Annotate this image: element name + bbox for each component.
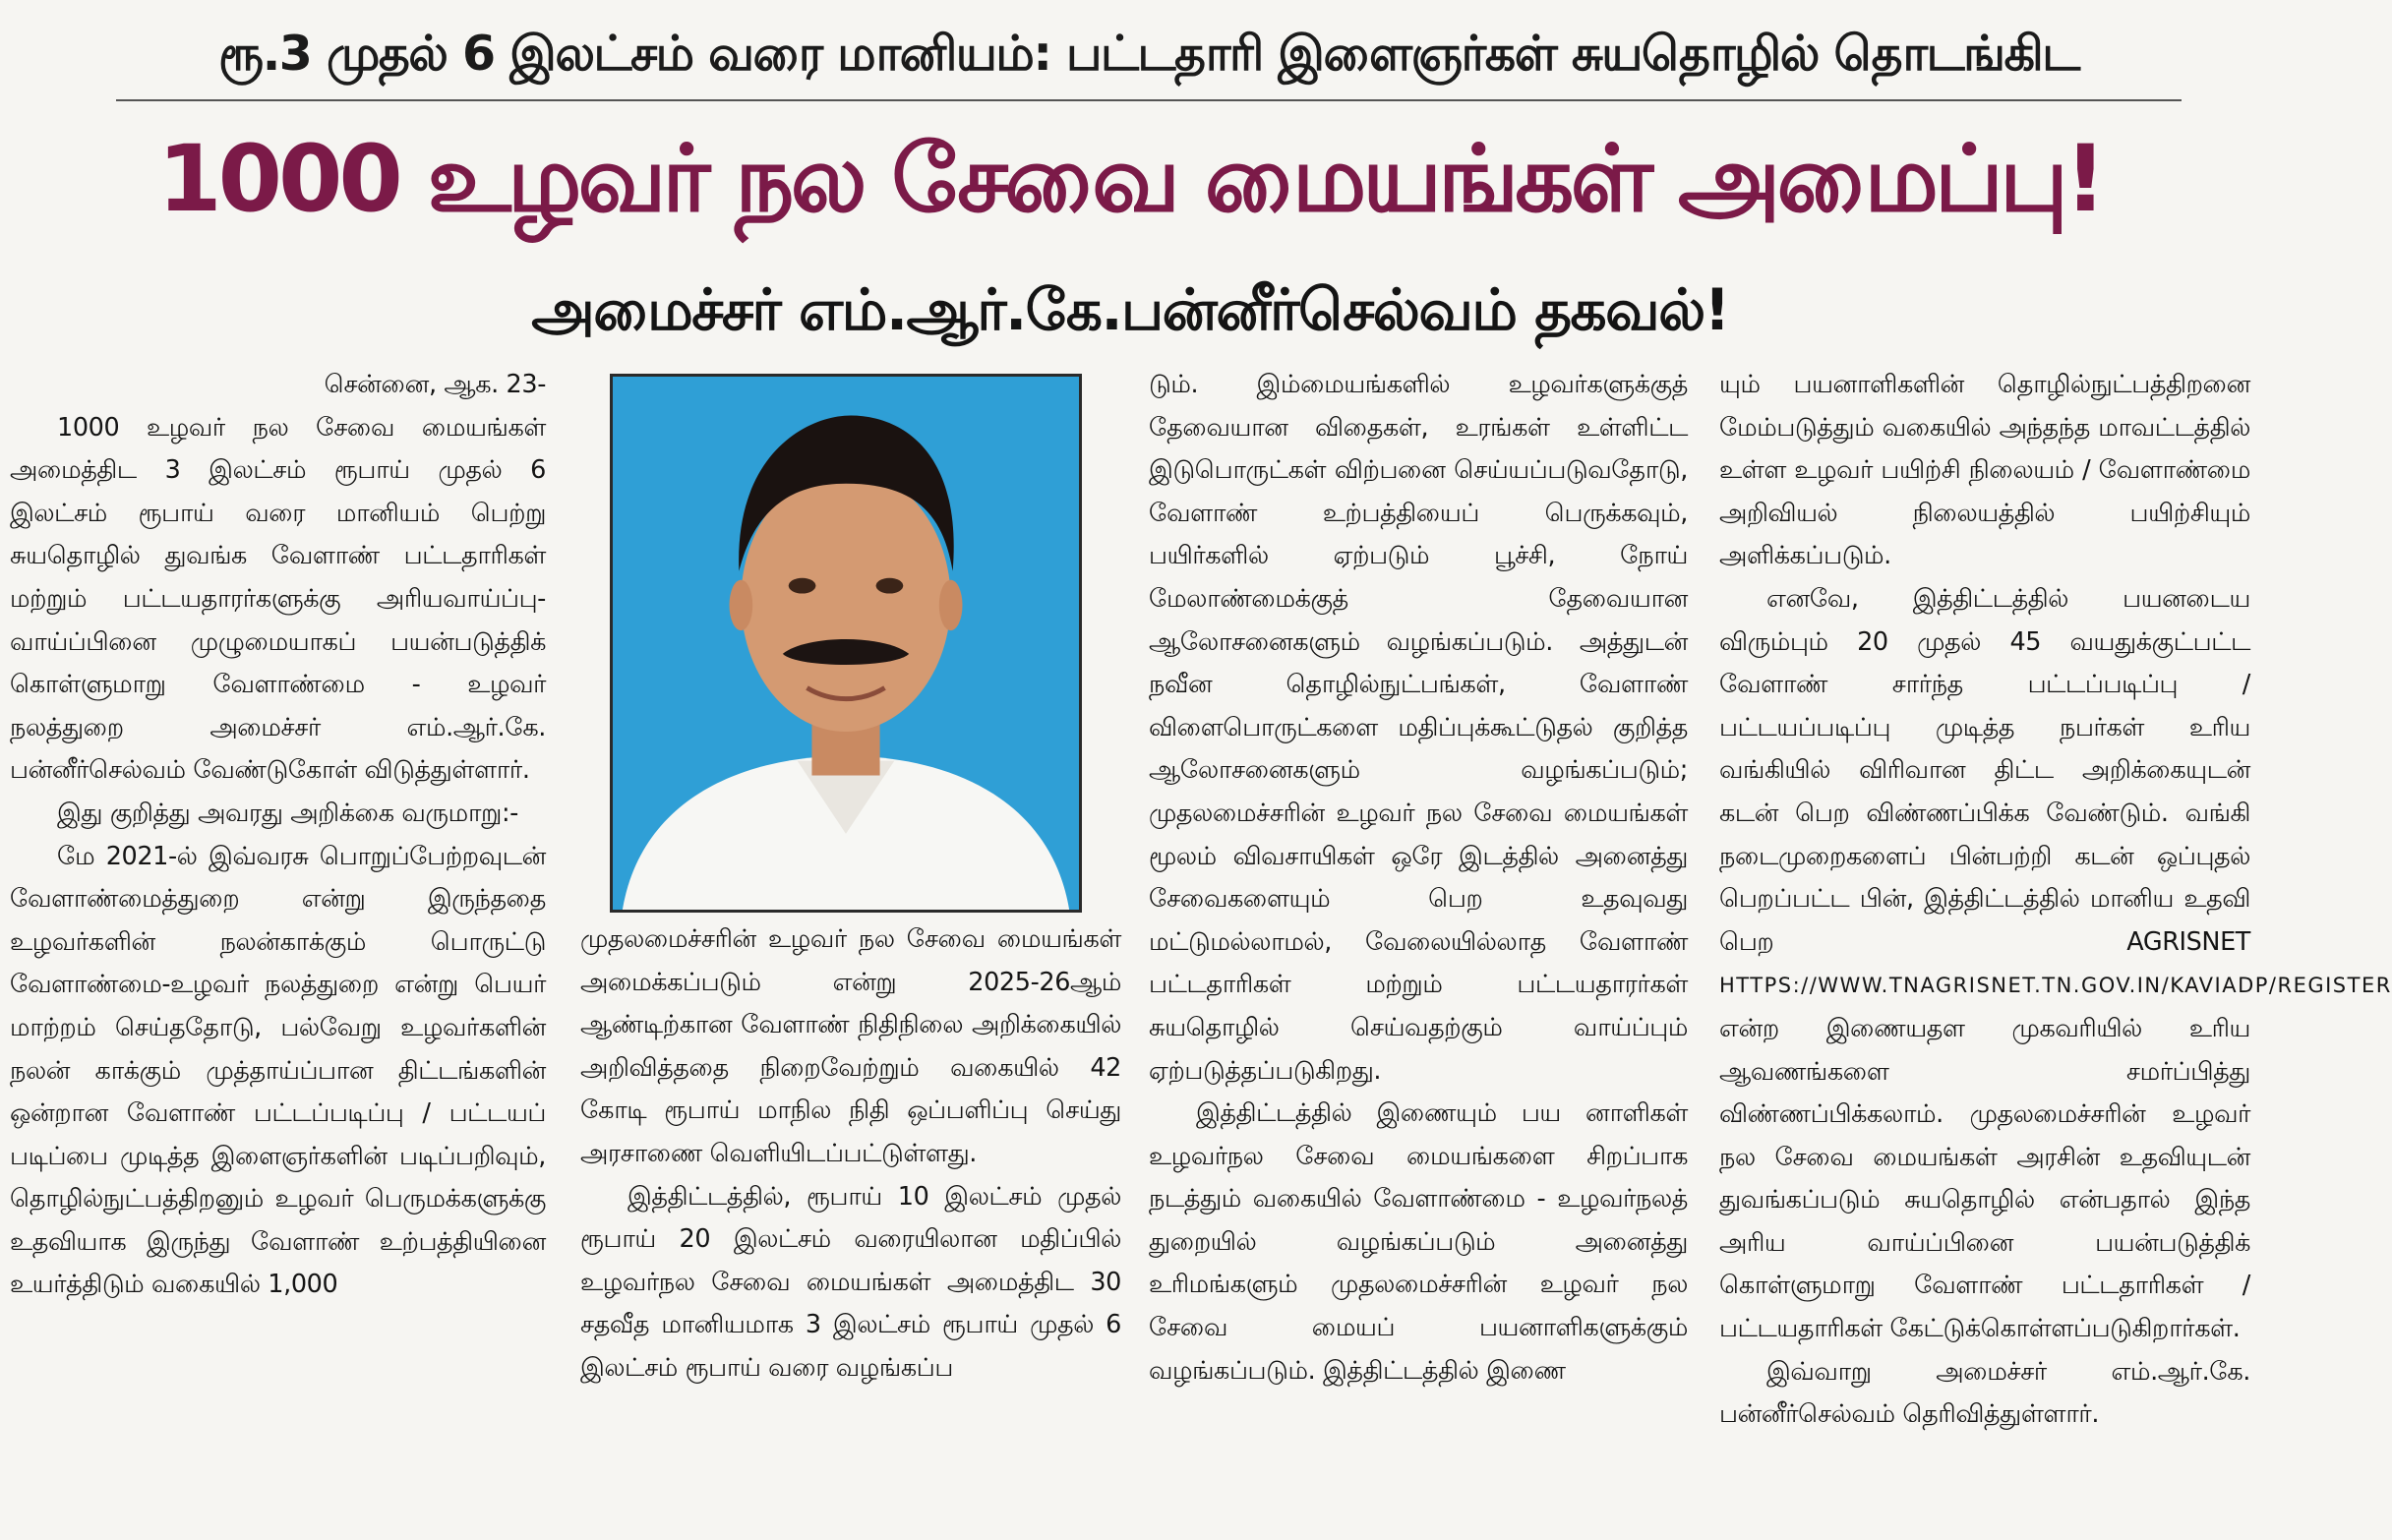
paragraph: இத்திட்டத்தில் இணையும் பய னாளிகள் உழவர்நல சேவை மையங்களை சிறப்பாக நடத்தும் வகையில் வேளாண்மை - உழவர்நலத் துறையில் வழங்கப்படும் அனைத்து உரிமங்களும் முதலமைச்சரின் உழவர் நல சேவை மையப் பயனாளிகளுக்கும் வழங்கப்படும். இத்திட்டத்தில் இணை: [1149, 1098, 1688, 1386]
paragraph: இவ்வாறு அமைச்சர் எம்.ஆர்.கே. பன்னீர்செல்வம் தெரிவித்துள்ளார்.: [1719, 1356, 2250, 1430]
registration-url: HTTPS://WWW.TNAGRISNET.TN.GOV.IN/KAVIADP/REGISTER: [1719, 974, 2392, 998]
paragraph: இது குறித்து அவரது அறிக்கை வருமாறு:-: [57, 798, 518, 828]
paragraph: யும் பயனாளிகளின் தொழில்நுட்பத்திறனை மேம்படுத்தும் வகையில் அந்தந்த மாவட்டத்தில் உள்ள உழவர் பயிற்சி நிலையம் / வேளாண்மை அறிவியல் நிலையத்தில் பயிற்சியும் அளிக்கப்படும்.: [1719, 370, 2250, 571]
paragraph: இத்திட்டத்தில், ரூபாய் 10 இலட்சம் முதல் ரூபாய் 20 இலட்சம் வரையிலான மதிப்பில் உழவர்நல சேவை மையங்கள் அமைத்திட 30 சதவீத மானியமாக 3 இலட்சம் ரூபாய் முதல் 6 இலட்சம் ரூபாய் வரை வழங்கப்ப: [580, 1181, 1121, 1383]
paragraph: 1000 உழவர் நல சேவை மையங்கள் அமைத்திட 3 இலட்சம் ரூபாய் முதல் 6 இலட்சம் ரூபாய் வரை மானியம் பெற்று சுயதொழில் துவங்க வேளாண் பட்டதாரிகள் மற்றும் பட்டயதாரர்களுக்கு அரியவாய்ப்பு-வாய்ப்பினை முழுமையாகப் பயன்படுத்திக் கொள்ளுமாறு வேளாண்மை - உழவர் நலத்துறை அமைச்சர் எம்.ஆர்.கே. பன்னீர்செல்வம் வேண்டுகோள் விடுத்துள்ளார்.: [10, 412, 546, 786]
sub-headline: அமைச்சர் எம்.ஆர்.கே.பன்னீர்செல்வம் தகவல்!: [531, 276, 1729, 343]
main-headline: 1000 உழவர் நல சேவை மையங்கள் அமைப்பு!: [157, 126, 2103, 233]
paragraph: [1719, 578, 2392, 1351]
kicker-divider: [116, 99, 2182, 101]
article-column-4: [1719, 364, 2392, 1530]
paragraph: டும். இம்மையங்களில் உழவர்களுக்குத் தேவையான விதைகள், உரங்கள் உள்ளிட்ட இடுபொருட்கள் விற்பனை செய்யப்படுவதோடு, வேளாண் உற்பத்தியைப் பெருக்கவும், பயிர்களில் ஏற்படும் பூச்சி, நோய் மேலாண்மைக்குத் தேவையான ஆலோசனைகளும் வழங்கப்படும். அத்துடன் நவீன தொழில்நுட்பங்கள், வேளாண் விளைபொருட்களை மதிப்புக்கூட்டுதல் குறித்த ஆலோசனைகளும் வழங்கப்படும்; முதலமைச்சரின் உழவர் நல சேவை மையங்கள் மூலம் விவசாயிகள் ஒரே இடத்தில் அனைத்து சேவைகளையும் பெற உதவுவது மட்டுமல்லாமல், வேலையில்லாத வேளாண் பட்டதாரிகள் மற்றும் பட்டயதாரர்கள் சுயதொழில் செய்வதற்கும் வாய்ப்பும் ஏற்படுத்தப்படுகிறது.: [1149, 370, 1688, 1086]
paragraph: முதலமைச்சரின் உழவர் நல சேவை மையங்கள் அமைக்கப்படும் என்று 2025-26ஆம் ஆண்டிற்கான வேளாண் நிதிநிலை அறிக்கையில் அறிவித்ததை நிறைவேற்றும் வகையில் 42 கோடி ரூபாய் மாநில நிதி ஒப்பளிப்பு செய்து அரசாணை வெளியிடப்பட்டுள்ளது.: [580, 924, 1121, 1168]
paragraph-text: என்ற இணையதள முகவரியில் உரிய ஆவணங்களை சமர்ப்பித்து விண்ணப்பிக்கலாம். முதலமைச்சரின் உழவர் நல சேவை மையங்கள் அரசின் உதவியுடன் துவங்கப்படும் சுயதொழில் என்பதால் இந்த அரிய வாய்ப்பினை பயன்படுத்திக் கொள்ளுமாறு வேளாண் பட்டதாரிகள் / பட்டயதாரிகள் கேட்டுக்கொள்ளப்படுகிறார்கள்.: [1719, 1013, 2250, 1344]
paragraph-text: எனவே, இத்திட்டத்தில் பயனடைய விரும்பும் 20 முதல் 45 வயதுக்குட்பட்ட வேளாண் சார்ந்த பட்டப்படிப்பு / பட்டயப்படிப்பு முடித்த நபர்கள் உரிய வங்கியில் விரிவான திட்ட அறிக்கையுடன் கடன் பெற விண்ணப்பிக்க வேண்டும். வங்கி நடைமுறைகளைப் பின்பற்றி கடன் ஒப்புதல் பெறப்பட்ட பின், இத்திட்டத்தில் மானிய உதவி பெற AGRISNET: [1719, 583, 2250, 957]
kicker-headline: ரூ.3 முதல் 6 இலட்சம் வரை மானியம்: பட்டதாரி இளைஞர்கள் சுயதொழில் தொடங்கிட: [218, 26, 2079, 82]
article-column-1: [10, 364, 546, 1530]
article-column-2: [580, 918, 1121, 1530]
dateline: சென்னை, ஆக. 23-: [324, 370, 546, 399]
minister-photo: [610, 374, 1082, 913]
paragraph: மே 2021-ல் இவ்வரசு பொறுப்பேற்றவுடன் வேளாண்மைத்துறை என்று இருந்ததை உழவர்களின் நலன்காக்கும் பொருட்டு வேளாண்மை-உழவர் நலத்துறை என்று பெயர் மாற்றம் செய்ததோடு, பல்வேறு உழவர்களின் நலன் காக்கும் முத்தாய்ப்பான திட்டங்களின் ஒன்றான வேளாண் பட்டப்படிப்பு / பட்டயப் படிப்பை முடித்த இளைஞர்களின் படிப்பறிவும், தொழில்நுட்பத்திறனும் உழவர் பெருமக்களுக்கு உதவியாக இருந்து வேளாண் உற்பத்தியினை உயர்த்திடும் வகையில் 1,000: [10, 841, 546, 1300]
article-column-3: [1149, 364, 1688, 1530]
